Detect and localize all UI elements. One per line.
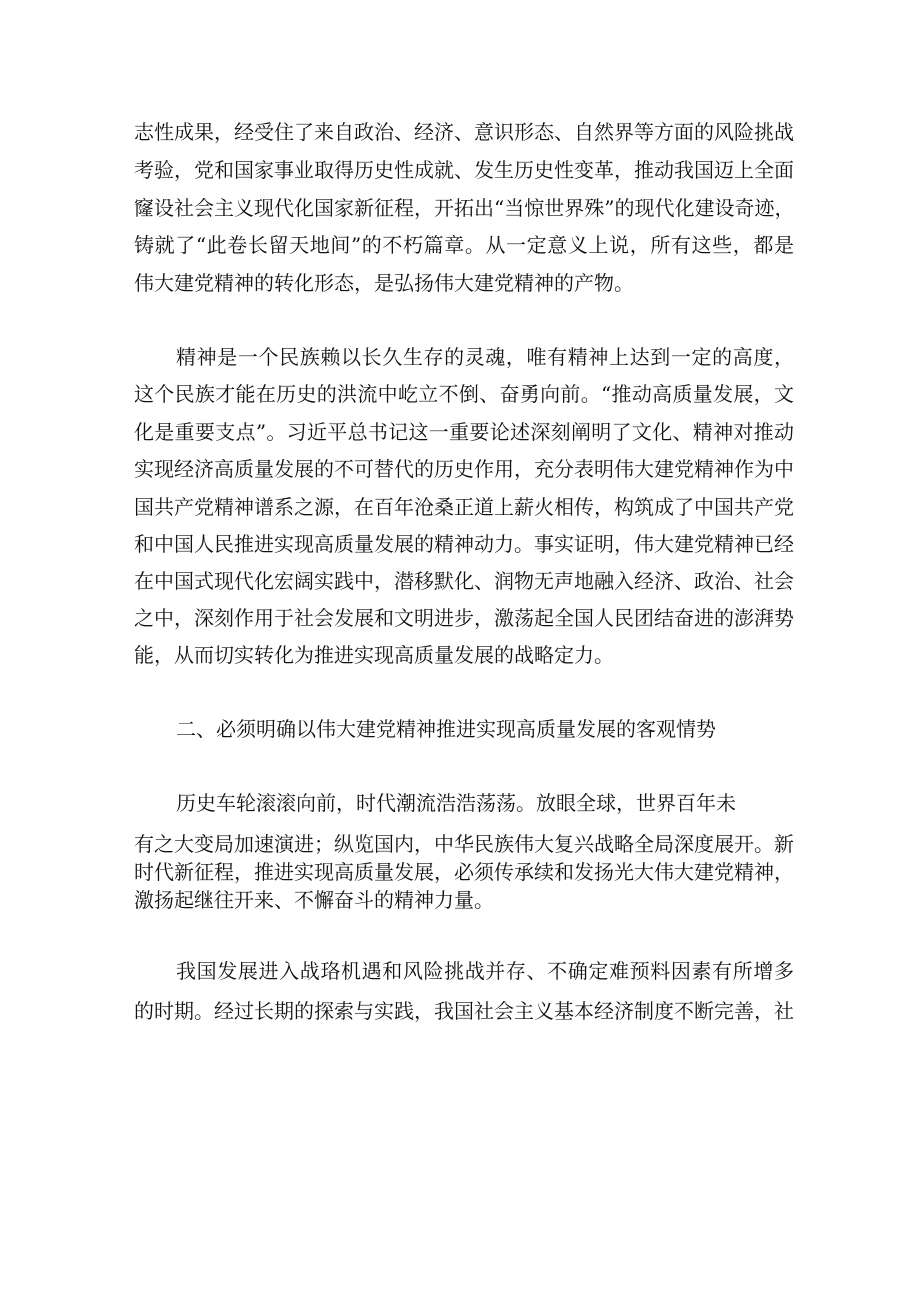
text-line: 我国发展进入战珞机遇和风险挑战并存、不确定难预料因素有所增多	[176, 959, 794, 983]
text-line: 伟大建党精神的转化形态，是弘扬伟大建党精神的产物。	[134, 271, 634, 295]
text-line: 之中，深刻作用于社会发展和文明进步，激荡起全国人民团结奋进的澎湃势	[134, 606, 794, 630]
text-line: 在中国式现代化宏阔实践中，潜移默化、润物无声地融入经济、政治、社会	[134, 569, 794, 593]
text-line: 的时期。经过长期的探索与实践，我国社会主义基本经济制度不断完善，社	[134, 999, 794, 1023]
text-line: 历史车轮滚滚向前，时代潮流浩浩荡荡。放眼全球，世界百年未	[176, 791, 736, 815]
text-line: 精神是一个民族赖以长久生存的灵魂，唯有精神上达到一定的高度，	[176, 345, 794, 369]
text-line: 化是重要支点”。习近平总书记这一重要论述深刻阐明了文化、精神对推动	[134, 420, 794, 444]
text-line: 国共产党精神谱系之源，在百年沧桑正道上薪火相传，构筑成了中国共产党	[134, 495, 794, 519]
text-line: 这个民族才能在历史的洪流中屹立不倒、奋勇向前。“推动高质量发展，文	[134, 382, 794, 406]
text-line: 和中国人民推进实现高质量发展的精神动力。事实证明，伟大建党精神已经	[134, 532, 794, 556]
text-line: 铸就了“此卷长留天地间”的不朽篇章。从一定意义上说，所有这些，都是	[134, 233, 794, 257]
text-line: 激扬起继往开来、不懈奋斗的精神力量。	[134, 888, 494, 912]
text-line: 能，从而切实转化为推进实现高质量发展的战略定力。	[134, 643, 614, 667]
text-line: 志性成果，经受住了来自政治、经济、意识形态、自然界等方面的风险挑战	[134, 120, 794, 144]
text-line: 考验，党和国家事业取得历史性成就、发生历史性变革，推动我国迈上全面	[134, 158, 794, 182]
text-line: 时代新征程，推进实现高质量发展，必须传承续和发扬光大伟大建党精神，	[134, 860, 794, 884]
section-heading: 二、必须明确以伟大建党精神推进实现高质量发展的客观情势	[176, 717, 716, 741]
text-line: 窿设社会主义现代化国家新征程，开拓出“当惊世界殊”的现代化建设奇迹，	[134, 196, 795, 220]
text-line: 有之大变局加速演进；纵览国内，中华民族伟大复兴战略全局深度展开。新	[134, 832, 794, 856]
text-line: 实现经济高质量发展的不可替代的历史作用，充分表明伟大建党精神作为中	[134, 457, 794, 481]
